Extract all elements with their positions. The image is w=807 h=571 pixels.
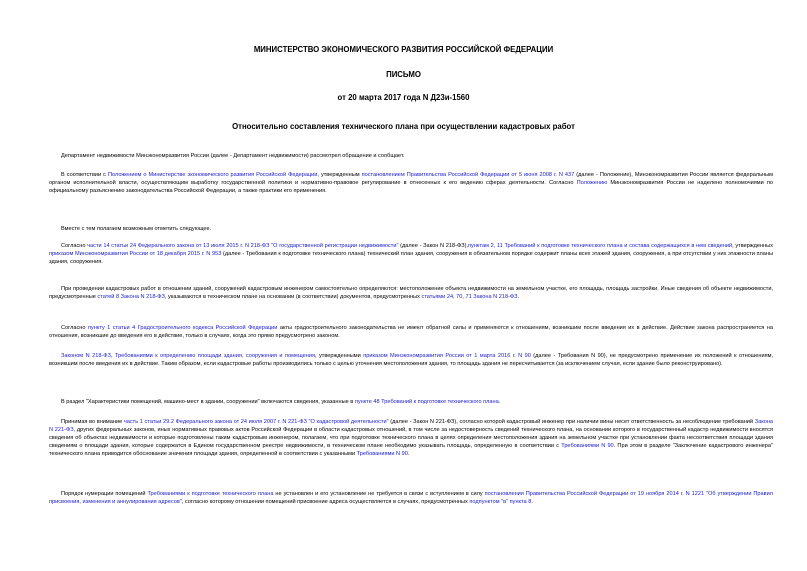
ministry-heading: МИНИСТЕРСТВО ЭКОНОМИЧЕСКОГО РАЗВИТИЯ РОССИЙСКОЙ ФЕДЕРАЦИИ [253, 45, 554, 54]
paragraph-text: При проведении кадастровых работ в отношении зданий, сооружений кадастровым инженером самостоятельно определяются: местоположение объекта недвижимости на земельном участке, его площадь, площадь застройки. Иные сведения об объекте недвижимости, предусмотренные [49, 286, 773, 300]
document-link[interactable]: Требованиями к определению площади здания, сооружения и помещения [114, 353, 315, 359]
paragraph-4 [49, 242, 773, 266]
paragraph-text: , согласно которому отношении помещений присвоение адреса осуществляется в случаях, предусмотренных [181, 499, 470, 505]
paragraph-text: В раздел "Характеристики помещений, машино-мест в здании, сооружении" включаются сведения, указанные в [61, 399, 355, 405]
document-link[interactable]: Требованиями N 90 [561, 443, 614, 449]
document-link[interactable]: статей 8 Закона N 218-ФЗ [97, 294, 165, 300]
paragraph-text: Принимая во внимание [61, 419, 124, 425]
document-date-number: от 20 марта 2017 года N Д23и-1560 [337, 93, 470, 102]
paragraph-text: , утвержденным [317, 172, 362, 178]
document-link[interactable]: приказом Минэкономразвития России от 1 марта 2016 г. N 90 [363, 353, 531, 359]
document-link[interactable]: приказом Минэкономразвития России от 18 декабря 2015 г. N 953 [49, 251, 222, 257]
paragraph-text: , указываются в техническом плане на основании (в соответствии) документов, предусмотренных [164, 294, 422, 300]
paragraph-text: (далее - Требования к подготовке технического плана) технический план здания, сооружения в обязательном порядке содержит планы всех этажей здания, сооружения, а при отсутствии у них этажности планы здания, сооружения. [49, 251, 773, 265]
document-subject: Относительно составления технического плана при осуществлении кадастровых работ [232, 122, 575, 131]
paragraph-text: . [498, 399, 501, 405]
document-link[interactable]: подпунктом "в" пункта 8 [469, 499, 532, 505]
paragraph-text: . При этом в разделе "Заключение кадастрового инженера" технического плана приводится обоснование значения площади здания, определенной в соответствии с указанными [49, 443, 773, 457]
paragraph-1 [49, 152, 773, 160]
paragraph-10 [49, 490, 773, 506]
paragraph-text: Департамент недвижимости Минэкономразвития России (далее - Департамент недвижимости) рассмотрел обращение и сообщает. [61, 153, 405, 159]
paragraph-text: Вместе с тем полагаем возможным отметить следующее. [61, 226, 212, 232]
document-link[interactable]: части 14 статьи 24 Федерального закона от 13 июля 2015 г. N 218-ФЗ "О государственной регистрации недвижимости" [87, 243, 399, 249]
paragraph-9 [49, 418, 773, 458]
paragraph-text: не установлен и его установление не требуется в связи с вступлением в силу [273, 491, 485, 497]
paragraph-text: . [531, 499, 533, 505]
document-link[interactable]: часть 1 статьи 29.2 Федерального закона от 24 июля 2007 г. N 221-ФЗ "О кадастровой деятельности" [123, 419, 389, 425]
document-link[interactable]: пункту 1 статьи 4 Градостроительного кодекса Российской Федерации [87, 325, 278, 331]
paragraph-text: В соответствии с [61, 172, 108, 178]
document-link[interactable]: Требованиями N 90 [356, 451, 408, 457]
paragraph-3 [49, 225, 773, 233]
paragraph-text: , утвержденными [314, 353, 364, 359]
paragraph-text: акты градостроительного законодательства не имеют обратной силы и применяются к отношениям, возникшим после введения их в действие. Действие закона распространяется на отношения, возникшие до введения его в действие, только в случаях, когда это прямо предусмотрено законом. [49, 325, 773, 339]
document-type-heading: ПИСЬМО [386, 70, 421, 79]
document-link[interactable]: Требованиями к подготовке технического плана [147, 491, 274, 497]
paragraph-text: Порядок нумерации помещений [61, 491, 148, 497]
paragraph-2 [49, 171, 773, 195]
document-link[interactable]: постановлением Правительства Российской Федерации от 5 июня 2008 г. N 437 [361, 172, 575, 178]
paragraph-text: (далее - Положение), Минэкономразвития России является федеральным органом исполнительной власти, осуществляющим выработку государственной политики и нормативно-правовое регулирование в отнесенных к его ведению сферах деятельности. Согласно [49, 172, 773, 186]
document-link[interactable]: Положению [576, 180, 608, 186]
document-link[interactable]: статьями 24, 70, 71 Закона N 218-ФЗ [421, 294, 518, 300]
paragraph-text: , утвержденных [732, 243, 773, 249]
document-link[interactable]: постановления Правительства Российской Федерации от 19 ноября 2014 г. N 1221 "Об утверждении Правил присвоения, изменения и аннулирования адресов" [49, 491, 774, 505]
paragraph-text: . [517, 294, 520, 300]
paragraph-text: Согласно [61, 243, 88, 249]
paragraph-text: , других федеральных законов, иных нормативных правовых актов Российской Федерации в области кадастровых отношений, в том числе за недостоверность сведений технического плана, на основании которого в государственный кадастр недвижимости вносятся сведения об объектах недвижимости и которые подготовлены таким кадастровым инженером, полагаем, что при подготовке технического плана в целях определения местоположения здания на земельном участке при установлении факта несоответствия площади здания сведениям о площади здания, которые содержатся в Едином государственном реестре недвижимости, в техническом плане необходимо указывать площадь, определенную в соответствии с [49, 427, 774, 449]
document-link[interactable]: пункте 48 Требований к подготовке технического плана [354, 399, 499, 405]
paragraph-text: Согласно [61, 325, 88, 331]
paragraph-text: . [407, 451, 410, 457]
paragraph-text: (далее - Закон N 218-ФЗ), [398, 243, 469, 249]
document-link[interactable]: Закона N 221-ФЗ [49, 419, 774, 433]
paragraph-text: Минэкономразвития России не наделено полномочиями по официальному разъяснению законодательства Российской Федерации, а также практики его применения. [49, 180, 773, 194]
paragraph-6 [49, 324, 773, 340]
paragraph-7 [49, 352, 773, 368]
paragraph-8 [49, 398, 773, 406]
paragraph-text: (далее - Требования N 90), не предусмотрено применение их положений к отношениям, возникшим после введения их в действие. Таким образом, если кадастровые работы производились только с целью уточнения местоположения здания, то площадь здания не пересчитывается (за исключением случая, если здание было реконструировано). [49, 353, 774, 367]
document-link[interactable]: Законом N 218-ФЗ [61, 353, 111, 359]
paragraph-text: , [110, 353, 115, 359]
paragraph-5 [49, 285, 773, 301]
document-link[interactable]: пунктам 2, 11 Требований к подготовке технического плана и состава содержащихся в нем сведений [468, 243, 733, 249]
document-link[interactable]: Положением о Министерстве экономического развития Российской Федерации [108, 172, 318, 178]
paragraph-text: (далее - Закон N 221-ФЗ), согласно которой кадастровый инженер при наличии вины несет ответственность за несоблюдение требований [388, 419, 755, 425]
